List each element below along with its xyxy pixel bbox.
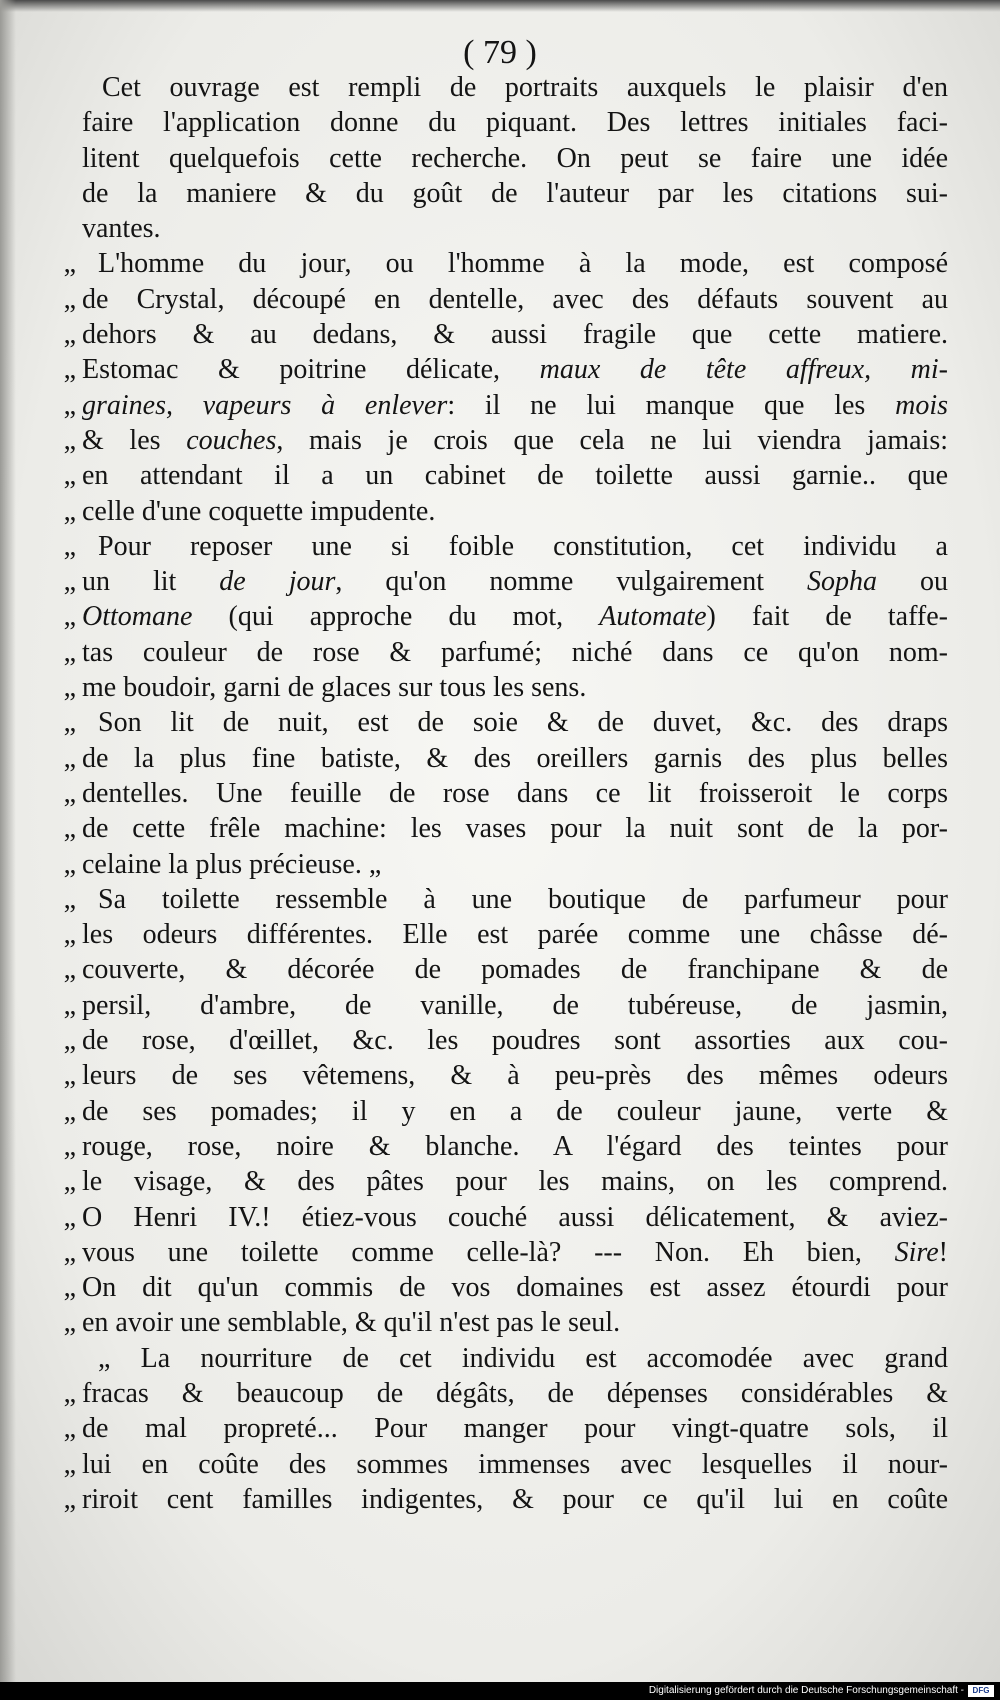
quote-mark: „: [63, 919, 76, 951]
text-line: [12, 1200, 948, 1235]
text-line: [12, 1376, 948, 1411]
body-text: [12, 70, 948, 1517]
text-line: [12, 423, 948, 458]
text-line: [12, 1235, 948, 1270]
quote-mark: „: [63, 1307, 76, 1339]
line-text: persil, d'ambre, de vanille, de tubéreuse, de jasmin,: [82, 989, 948, 1021]
text-line: [12, 1094, 948, 1129]
text-line: [12, 705, 948, 740]
line-text: de la maniere & du goût de l'auteur par les citations sui-: [82, 177, 948, 209]
quote-mark: „: [63, 1166, 76, 1198]
text-line: [12, 246, 948, 281]
quote-mark: „: [63, 1272, 76, 1304]
text-line: [12, 529, 948, 564]
line-text: les odeurs différentes. Elle est parée comme une châsse dé-: [82, 919, 948, 951]
text-line: [12, 1482, 948, 1517]
line-text: dentelles. Une feuille de rose dans ce lit froisseroit le corps: [82, 777, 948, 809]
line-text: en attendant il a un cabinet de toilette aussi garnie.. que: [82, 460, 948, 492]
quote-mark: „: [63, 848, 76, 880]
quote-mark: „: [63, 389, 76, 421]
line-text: O Henri IV.! étiez-vous couché aussi délicatement, & aviez-: [82, 1201, 948, 1233]
line-text: graines, vapeurs à enlever: il ne lui manque que les mois: [82, 389, 948, 421]
quote-mark: „: [63, 813, 76, 845]
text-line: [12, 917, 948, 952]
line-text: Sa toilette ressemble à une boutique de parfumeur pour: [98, 883, 948, 915]
text-line: [12, 70, 948, 105]
line-text: le visage, & des pâtes pour les mains, on les comprend.: [82, 1166, 948, 1198]
text-line: [12, 670, 948, 705]
text-line: [12, 1411, 948, 1446]
line-text: Son lit de nuit, est de soie & de duvet, &c. des draps: [98, 707, 948, 739]
text-line: [12, 811, 948, 846]
quote-mark: „: [63, 707, 76, 739]
line-text: Pour reposer une si foible constitution, cet individu a: [98, 530, 948, 562]
page-number: ( 79 ): [463, 34, 537, 71]
text-line: [12, 741, 948, 776]
line-text: un lit de jour, qu'on nomme vulgairement Sopha ou: [82, 566, 949, 598]
text-line: [12, 1305, 948, 1340]
quote-mark: „: [63, 319, 76, 351]
quote-mark: „: [63, 636, 76, 668]
text-line: [12, 1270, 948, 1305]
text-line: [12, 388, 948, 423]
quote-mark: „: [63, 283, 76, 315]
text-line: [12, 1447, 948, 1482]
line-text: Estomac & poitrine délicate, maux de tête affreux, mi-: [82, 354, 948, 386]
text-line: [12, 564, 948, 599]
quote-mark: „: [63, 1377, 76, 1409]
quote-mark: „: [63, 777, 76, 809]
line-text: faire l'application donne du piquant. Des lettres initiales faci-: [82, 107, 948, 139]
text-line: [12, 1023, 948, 1058]
line-text: dehors & au dedans, & aussi fragile que cette matiere.: [82, 319, 948, 351]
text-line: [12, 1129, 948, 1164]
line-text: fracas & beaucoup de dégâts, de dépenses considérables &: [82, 1377, 948, 1409]
quote-mark: „: [63, 424, 76, 456]
quote-mark: „: [63, 248, 76, 280]
quote-mark: „: [63, 530, 76, 562]
text-line: [12, 105, 948, 140]
line-text: leurs de ses vêtemens, & à peu-près des mêmes odeurs: [82, 1060, 948, 1092]
quote-mark: „: [63, 1025, 76, 1057]
line-text: lui en coûte des sommes immenses avec lesquelles il nour-: [82, 1448, 948, 1480]
line-text: tas couleur de rose & parfumé; niché dans ce qu'on nom-: [82, 636, 948, 668]
text-line: [12, 458, 948, 493]
line-text: de cette frêle machine: les vases pour la nuit sont de la por-: [82, 813, 948, 845]
footer-credit: Digitalisierung gefördert durch die Deutsche Forschungsgemeinschaft -: [648, 1685, 964, 1696]
line-text: vantes.: [82, 213, 161, 245]
quote-mark: „: [63, 495, 76, 527]
text-line: [12, 494, 948, 529]
scan-top-shadow: [0, 0, 1000, 12]
quote-mark: „: [63, 1413, 76, 1445]
text-line: [12, 1164, 948, 1199]
line-text: riroit cent familles indigentes, & pour ce qu'il lui en coûte: [82, 1483, 948, 1515]
text-line: [12, 882, 948, 917]
quote-mark: „: [63, 1201, 76, 1233]
line-text: „ La nourriture de cet individu est accomodée avec grand: [98, 1342, 948, 1374]
line-text: de rose, d'œillet, &c. les poudres sont assorties aux cou-: [82, 1025, 948, 1057]
text-line: [12, 176, 948, 211]
text-line: [12, 211, 948, 246]
text-line: [12, 141, 948, 176]
line-text: Cet ouvrage est rempli de portraits auxquels le plaisir d'en: [102, 72, 948, 103]
text-line: [12, 1058, 948, 1093]
text-line: [12, 599, 948, 634]
line-text: de ses pomades; il y en a de couleur jaune, verte &: [82, 1095, 948, 1127]
quote-mark: „: [63, 354, 76, 386]
line-text: de la plus fine batiste, & des oreillers garnis des plus belles: [82, 742, 948, 774]
line-text: litent quelquefois cette recherche. On peut se faire une idée: [82, 142, 948, 174]
quote-mark: „: [63, 1236, 76, 1268]
quote-mark: „: [63, 460, 76, 492]
line-text: vous une toilette comme celle-là? --- Non. Eh bien, Sire!: [82, 1236, 948, 1268]
line-text: rouge, rose, noire & blanche. A l'égard des teintes pour: [82, 1130, 948, 1162]
line-text: de Crystal, découpé en dentelle, avec des défauts souvent au: [82, 283, 948, 315]
quote-mark: „: [63, 742, 76, 774]
line-text: celaine la plus précieuse. „: [82, 848, 382, 880]
line-text: & les couches, mais je crois que cela ne lui viendra jamais:: [82, 424, 949, 456]
quote-mark: „: [63, 1448, 76, 1480]
line-text: L'homme du jour, ou l'homme à la mode, est composé: [98, 248, 948, 280]
text-line: [12, 635, 948, 670]
text-line: [12, 317, 948, 352]
line-text: de mal propreté... Pour manger pour vingt-quatre sols, il: [82, 1413, 948, 1445]
text-line: [12, 952, 948, 987]
quote-mark: „: [63, 1060, 76, 1092]
quote-mark: „: [63, 672, 76, 704]
line-text: celle d'une coquette impudente.: [82, 495, 436, 527]
dfg-logo[interactable]: DFG: [968, 1685, 994, 1697]
line-text: Ottomane (qui approche du mot, Automate) fait de taffe-: [82, 601, 948, 633]
text-line: [12, 352, 948, 387]
quote-mark: „: [63, 989, 76, 1021]
quote-mark: „: [63, 566, 76, 598]
line-text: couverte, & décorée de pomades de franchipane & de: [82, 954, 948, 986]
quote-mark: „: [63, 1130, 76, 1162]
text-line: [12, 988, 948, 1023]
quote-mark: „: [63, 1095, 76, 1127]
quote-mark: „: [63, 883, 76, 915]
quote-mark: „: [63, 954, 76, 986]
line-text: me boudoir, garni de glaces sur tous les sens.: [82, 672, 587, 704]
digitization-footer: [0, 1682, 1000, 1700]
text-line: [12, 1341, 948, 1376]
text-line: [12, 776, 948, 811]
quote-mark: „: [63, 1483, 76, 1515]
quote-mark: „: [63, 601, 76, 633]
text-line: [12, 282, 948, 317]
line-text: en avoir une semblable, & qu'il n'est pas le seul.: [82, 1307, 621, 1339]
line-text: On dit qu'un commis de vos domaines est assez étourdi pour: [82, 1272, 948, 1304]
text-line: [12, 847, 948, 882]
